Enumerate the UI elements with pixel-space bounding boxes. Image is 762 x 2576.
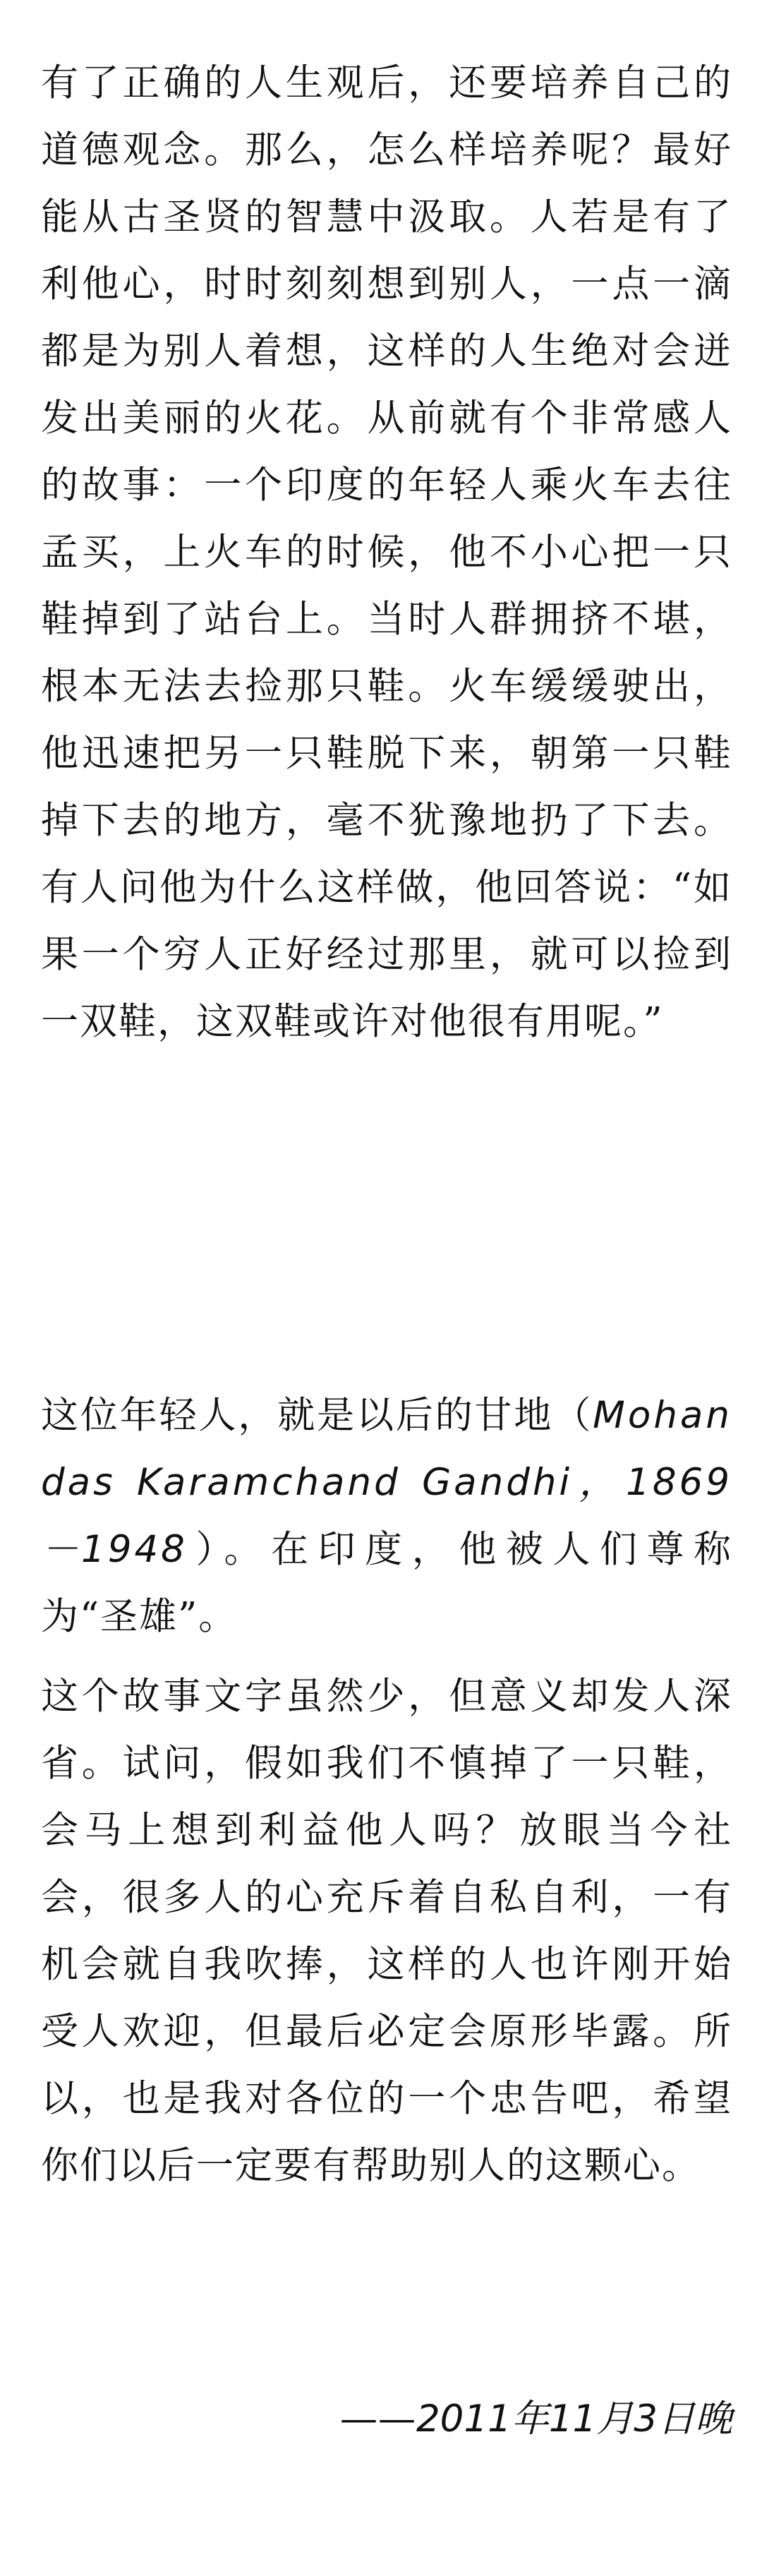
document-page [41,49,732,2548]
paragraph-gandhi [41,1382,732,1650]
signature-date: 2011年11月3日晚 [416,2397,732,2440]
paragraph-moral-concept: 有了正确的人生观后，还要培养自己的道德观念。那么，怎么样培养呢？最好能从古圣贤的智慧中汲取。人若是有了利他心，时时刻刻想到别人，一点一滴都是为别人着想，这样的人生绝对会迸发出美丽的火花。从前就有个非常感人的故事：一个印度的年轻人乘火车去往孟买，上火车的时候，他不小心把一只鞋掉到了站台上。当时人群拥挤不堪，根本无法去捡那只鞋。火车缓缓驶出，他迅速把另一只鞋脱下来，朝第一只鞋掉下去的地方，毫不犹豫地扔了下去。有人问他为什么这样做，他回答说：“如果一个穷人正好经过那里，就可以捡到一双鞋，这双鞋或许对他很有用呢。” [41,61,732,1043]
paragraph-advice: 这个故事文字虽然少，但意义却发人深省。试问，假如我们不慎掉了一只鞋，会马上想到利益他人吗？放眼当今社会，很多人的心充斥着自私自利，一有机会就自我吹捧，这样的人也许刚开始受人欢迎，但最后必定会原形毕露。所以，也是我对各位的一个忠告吧，希望你们以后一定要有帮助别人的这颗心。 [41,1675,732,2187]
date-signature [41,2385,732,2452]
signature-dash: —— [339,2397,416,2440]
gandhi-name-and-years: Mohandas Karamchand Gandhi，1869－1948 [41,1394,732,1571]
gandhi-text-after: ）。在印度，他被人们尊称为“圣雄”。 [41,1528,732,1638]
gandhi-text-before: 这位年轻人，就是以后的甘地（ [41,1394,593,1437]
